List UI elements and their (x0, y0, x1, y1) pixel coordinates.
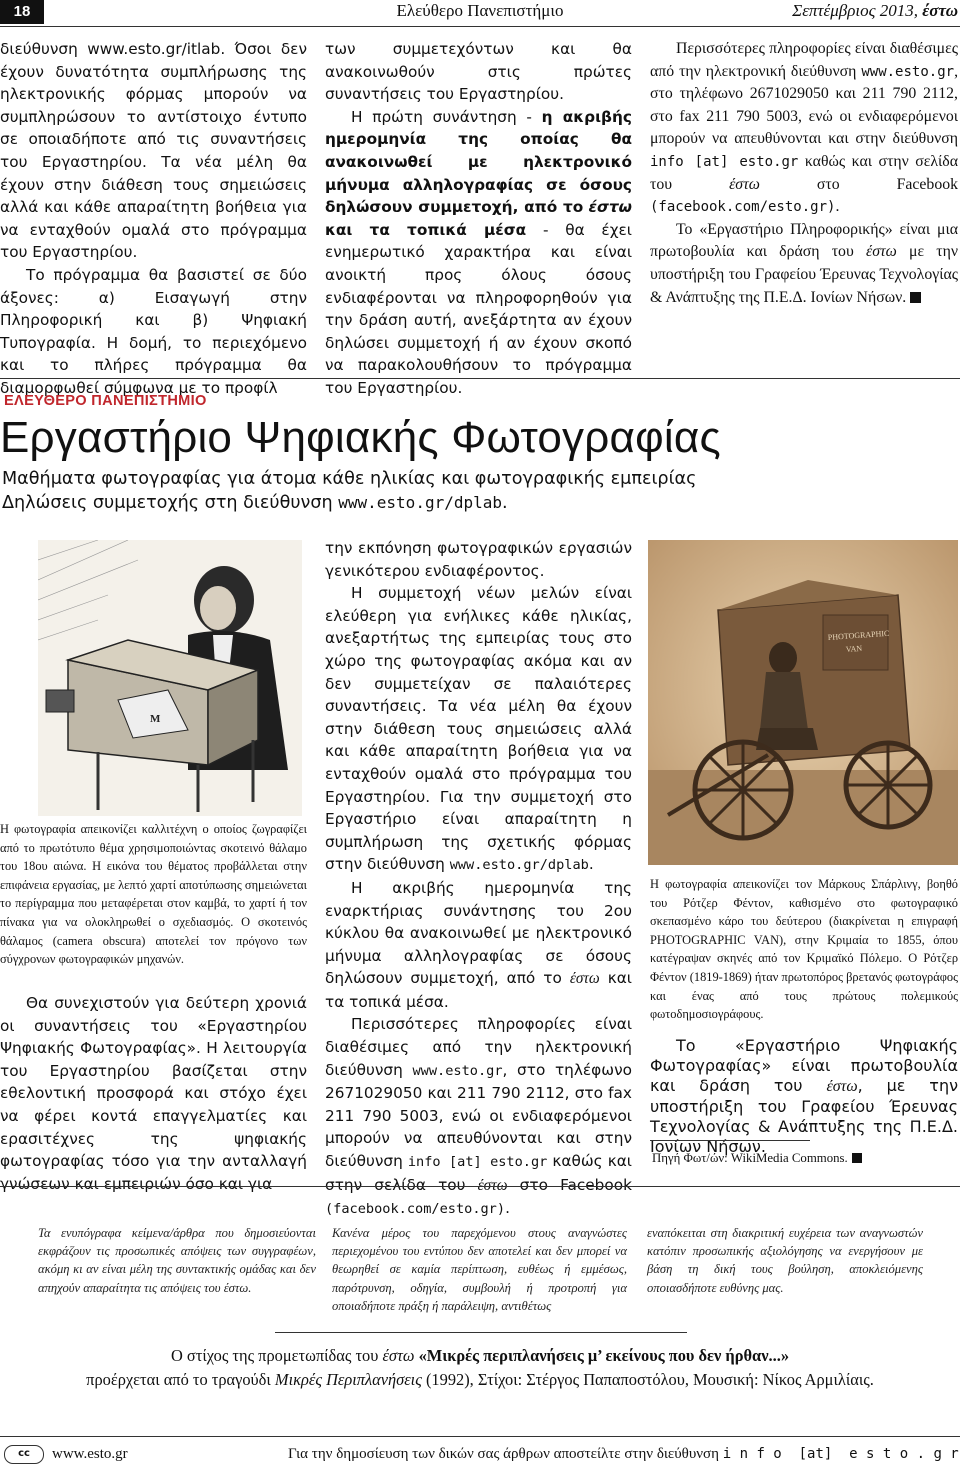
brand-esto: έστω (826, 1078, 858, 1095)
article-paragraph: Η ακριβής ημερομηνία της εναρκτήριας συνάντησης του 2ου κύκλου θα ανακοινωθεί με ηλεκτρονικό μήνυμα αλληλογραφίας σε όσους δηλώσουν συμμετοχή, από το έστω και τα τοπικά μέσα. (325, 878, 632, 1011)
right-photo-caption: Η φωτογραφία απεικονίζει τον Μάρκους Σπάρλινγ, βοηθό του Ρότζερ Φέντον, καθισμένο στο φωτογραφικό σκεπασμένο κάρο του δεύτερου (διακρίνεται η επιγραφή PHOTOGRAPHIC VAN), στην Κριμαία το 1855, όπου κατέγραψαν σκηνές από τον Κριμαϊκό Πόλεμο. Ο Ρότζερ Φέντον (1819-1869) ήταν πρωτοπόρος βρετανός φωτογράφος και ένας από τους πρώτους πολεμικούς φωτοδημοσιογράφους. (650, 877, 958, 1022)
brand-esto: έστω (922, 1, 958, 20)
top-column-2 (325, 38, 632, 400)
facebook-link[interactable]: (facebook.com/esto.gr) (650, 199, 836, 216)
website-link[interactable]: www.esto.gr (412, 1062, 503, 1079)
svg-text:VAN: VAN (845, 643, 863, 654)
article-paragraph: Η συμμετοχή νέων μελών είναι ελεύθερη για ενήλικες κάθε ηλικίας, ανεξαρτήτως της εμπειρίας τους στο χώρο της φωτογραφίας ακόμα και αν δεν συμμετείχαν σε παλαιότερες συναντήσεις. Τα νέα μέλη θα έχουν στην διάθεση τους σημειώσεις αλλά και κάθε απαραίτητη βοήθεια για να ενταχθούν ομαλά στο πρόγραμμα του Εργαστηρίου. Για την συμμετοχή στο Εργαστήριο είναι απαραίτητη η συμπλήρωση της σχετικής φόρμας στην διεύθυνση www.esto.gr/dplab. (325, 584, 632, 874)
top-col3-paragraph: Περισσότερες πληροφορίες είναι διαθέσιμες από την ηλεκτρονική διεύθυνση www.esto.gr, στο τηλέφωνο 2671029050 και 211 790 2112, στο fax 211 790 5003, ενώ οι ενδιαφερόμενοι μπορούν να απευθύνονται και στην διεύθυνση info [at] esto.gr καθώς και στην σελίδα του έστω στο Facebook (facebook.com/esto.gr). (650, 40, 959, 216)
top-col2-paragraph: των συμμετεχόντων και θα ανακοινωθούν στις πρώτες συναντήσεις του Εργαστηρίου. (325, 40, 632, 104)
photo-source: Πηγή Φωτ/ών: WikiMedia Commons. (652, 1151, 862, 1166)
motto-line: προέρχεται από το τραγούδι Μικρές Περιπλανήσεις (1992), Στίχοι: Στέργος Παπαποστόλου, Μουσική: Νίκος Αρμιλίαις. (86, 1370, 874, 1389)
page-number: 18 (0, 0, 44, 24)
dplab-link[interactable]: www.esto.gr/dplab (449, 857, 589, 874)
middle-article-body (325, 537, 632, 1221)
top-col2-paragraph: Η πρώτη συνάντηση - η ακριβής ημερομηνία της οποίας θα ανακοινωθεί με ηλεκτρονικό μήνυμα αλληλογραφίας σε όσους δηλώσουν συμμετοχή, από το έστω και τα τοπικά μέσα - θα έχει ενημερωτικό χαρακτήρα και είναι ανοικτή προς όλους όσους ενδιαφέρονται να πληροφορηθούν για την δράση αυτή, ανεξάρτητα αν έχουν δηλώσει συμμετοχή ή αν έχουν σκοπό να παρακολουθήσουν το πρόγραμμα του Εργαστηρίου. (325, 107, 632, 397)
motto-line: Ο στίχος της προμετωπίδας του έστω «Μικρές περιπλανήσεις μ’ εκείνους που δεν ήρθαν...» (170, 1346, 790, 1365)
email-link[interactable]: info [at] esto.gr (407, 1154, 548, 1171)
subtitle-line: Δηλώσεις συμμετοχής στη διεύθυνση www.esto.gr/dplab. (2, 493, 508, 513)
top-col1-paragraph: διεύθυνση www.esto.gr/itlab. Όσοι δεν έχουν δυνατότητα συμπλήρωσης της ηλεκτρονικής φόρμας μπορούν να συμπληρώσουν το αντίστοιχο έντυπο σε οποιαδήποτε από τις συναντήσεις του Εργαστηρίου. Τα νέα μέλη θα έχουν στην διάθεση τους σημειώσεις αλλά και κάθε απαραίτητη βοήθεια για να ενταχθούν ομαλά στο πρόγραμμα του Εργαστηρίου. (0, 40, 307, 262)
article-paragraph: Περισσότερες πληροφορίες είναι διαθέσιμες από την ηλεκτρονική διεύθυνση www.esto.gr, στο τηλέφωνο 2671029050 και 211 790 2112, στο fax 211 790 5003, ενώ οι ενδιαφερόμενοι μπορούν να απευθύνονται και στην διεύθυνση info [at] esto.gr καθώς και στην σελίδα του έστω στο Facebook (facebook.com/esto.gr). (325, 1015, 632, 1218)
motto-quote: «Μικρές περιπλανήσεις μ’ εκείνους που δεν ήρθαν...» (418, 1346, 790, 1365)
brand-esto: έστω (865, 243, 897, 261)
camera-obscura-illustration (38, 540, 302, 816)
dplab-link[interactable]: www.esto.gr/dplab (338, 493, 503, 512)
issue-date-text: Σεπτέμβριος 2013, (792, 1, 918, 20)
article-paragraph: την εκπόνηση φωτογραφικών εργασιών γενικότερου ενδιαφέροντος. (325, 539, 632, 580)
page-header (0, 0, 960, 26)
email-link[interactable]: info [at] esto.gr (650, 153, 799, 170)
photographic-van-photo (648, 540, 958, 865)
brand-esto: έστω (729, 175, 760, 193)
top-column-1 (0, 38, 307, 400)
left-article-body (0, 992, 307, 1195)
article-kicker: ΕΛΕΥΘΕΡΟ ΠΑΝΕΠΙΣΤΗΜΙΟ (4, 393, 207, 409)
top-col3-paragraph: Το «Εργαστήριο Πληροφορικής» είναι μια πρωτοβουλία και δράση του έστω με την υποστήριξη του Γραφείου Έρευνας Τεχνολογίας & Ανάπτυξης της Π.Ε.Δ. Ιονίων Νήσων. (650, 220, 959, 306)
photographic-van-illustration (648, 540, 958, 865)
song-title: Μικρές Περιπλανήσεις (274, 1370, 422, 1389)
brand-esto: έστω (588, 198, 632, 217)
footer (0, 1442, 960, 1470)
creative-commons-icon (4, 1445, 44, 1464)
footer-website[interactable]: www.esto.gr (52, 1446, 128, 1462)
brand-esto: έστω (382, 1346, 415, 1365)
disclaimer-column-1: Τα ενυπόγραφα κείμενα/άρθρα που δημοσιεύονται εκφράζουν τις προσωπικές απόψεις των συγγραφέων, ακόμη κι αν είναι μέλη της συντακτικής ομάδας και δεν απηχούν απαραίτητα τις απόψεις του έστω. (38, 1226, 316, 1295)
top-col1-paragraph: Το πρόγραμμα θα βασιστεί σε δύο άξονες: α) Εισαγωγή στην Πληροφορική και β) Ψηφιακή Τυπογραφία. Η δομή, το περιεχόμενο και το πλήρες πρόγραμμα θα διαμορφωθεί σύμφωνα με το προφίλ (0, 265, 307, 397)
end-mark (910, 292, 921, 303)
facebook-link[interactable]: (facebook.com/esto.gr) (325, 1201, 506, 1218)
svg-text:M: M (150, 713, 161, 725)
camera-obscura-photo (38, 540, 302, 816)
disclaimer-column-2: Κανένα μέρος του παρεχόμενου στους αναγνώστες περιεχομένου του εντύπου δεν αποτελεί και δεν μπορεί να θεωρηθεί σε καμία περίπτωση, ευθέως ή εμμέσως, παρότρυνση, οδηγία, συμβουλή ή προτροπή για οποιαδήποτε πράξη ή παράλειψη, αντιθέτως (332, 1226, 627, 1313)
brand-esto: έστω (569, 970, 600, 988)
left-photo-caption: Η φωτογραφία απεικονίζει καλλιτέχνη ο οποίος ζωγραφίζει από το πρωτότυπο θέμα χρησιμοποιώντας σκοτεινό θάλαμο του 18ου αιώνα. Η εικόνα του θέματος προβάλλεται στην επιφάνεια εργασίας, με λεπτό χαρτί αποτύπωσης σημειώνεται το περίγραμμα που μεταφέρεται στον καμβά, το χαρτί ή τον πίνακα για να ολοκληρωθεί ο σχεδιασμός. Ο σκοτεινός θάλαμος (camera obscura) αποτελεί τον πρόγονο των σύγχρονων φωτογραφικών μηχανών. (0, 822, 307, 967)
motto-block (0, 1344, 960, 1392)
cc-label: cc (18, 1448, 30, 1459)
right-article-body (650, 1036, 958, 1157)
subtitle-line: Μαθήματα φωτογραφίας για άτομα κάθε ηλικίας και φωτογραφικής εμπειρίας (2, 469, 697, 489)
article-subtitle (2, 468, 960, 515)
article-paragraph: Το «Εργαστήριο Ψηφιακής Φωτογραφίας» είναι πρωτοβουλία και δράση του έστω, με την υποστήριξη του Γραφείου Έρευνας Τεχνολογίας & Ανάπτυξης της Π.Ε.Δ. Ιονίων Νήσων. (650, 1036, 959, 1156)
article-paragraph: Θα συνεχιστούν για δεύτερη χρονιά οι συναντήσεις του «Εργαστηρίου Ψηφιακής Φωτογραφίας». Η λειτουργία του Εργαστηρίου βασίζεται στην εθελοντική προσφορά και στόχο έχει να φέρει κοντά επαγγελματίες και ερασιτέχνες της ψηφιακής φωτογραφίας τόσο για την ανταλλαγή γνώσεων και εμπειριών όσο και για (0, 994, 307, 1193)
website-link[interactable]: www.esto.gr (861, 63, 955, 80)
footer-submit-text: Για την δημοσίευση των δικών σας άρθρων αποστείλτε στην διεύθυνση i n f o [at] e s t o . g r (288, 1446, 959, 1462)
top-column-3 (650, 38, 958, 309)
svg-text:PHOTOGRAPHIC: PHOTOGRAPHIC (827, 628, 890, 642)
disclaimer-column-3: εναπόκειται στη διακριτική ευχέρεια των αναγνωστών κατόπιν προσωπικής αξιολόγησης να ενεργήσουν με βάση τη δική τους βούληση, αποκλειόμενης οποιασδήποτε ευθύνης μας. (647, 1226, 923, 1295)
brand-esto: έστω (477, 1176, 508, 1194)
article-title: Εργαστήριο Ψηφιακής Φωτογραφίας (0, 413, 721, 462)
issue-date (792, 1, 958, 21)
publication-name: Ελεύθερο Πανεπιστήμιο (396, 1, 564, 20)
end-mark (852, 1153, 862, 1163)
footer-email[interactable]: i n f o [at] e s t o . g r (722, 1446, 959, 1462)
